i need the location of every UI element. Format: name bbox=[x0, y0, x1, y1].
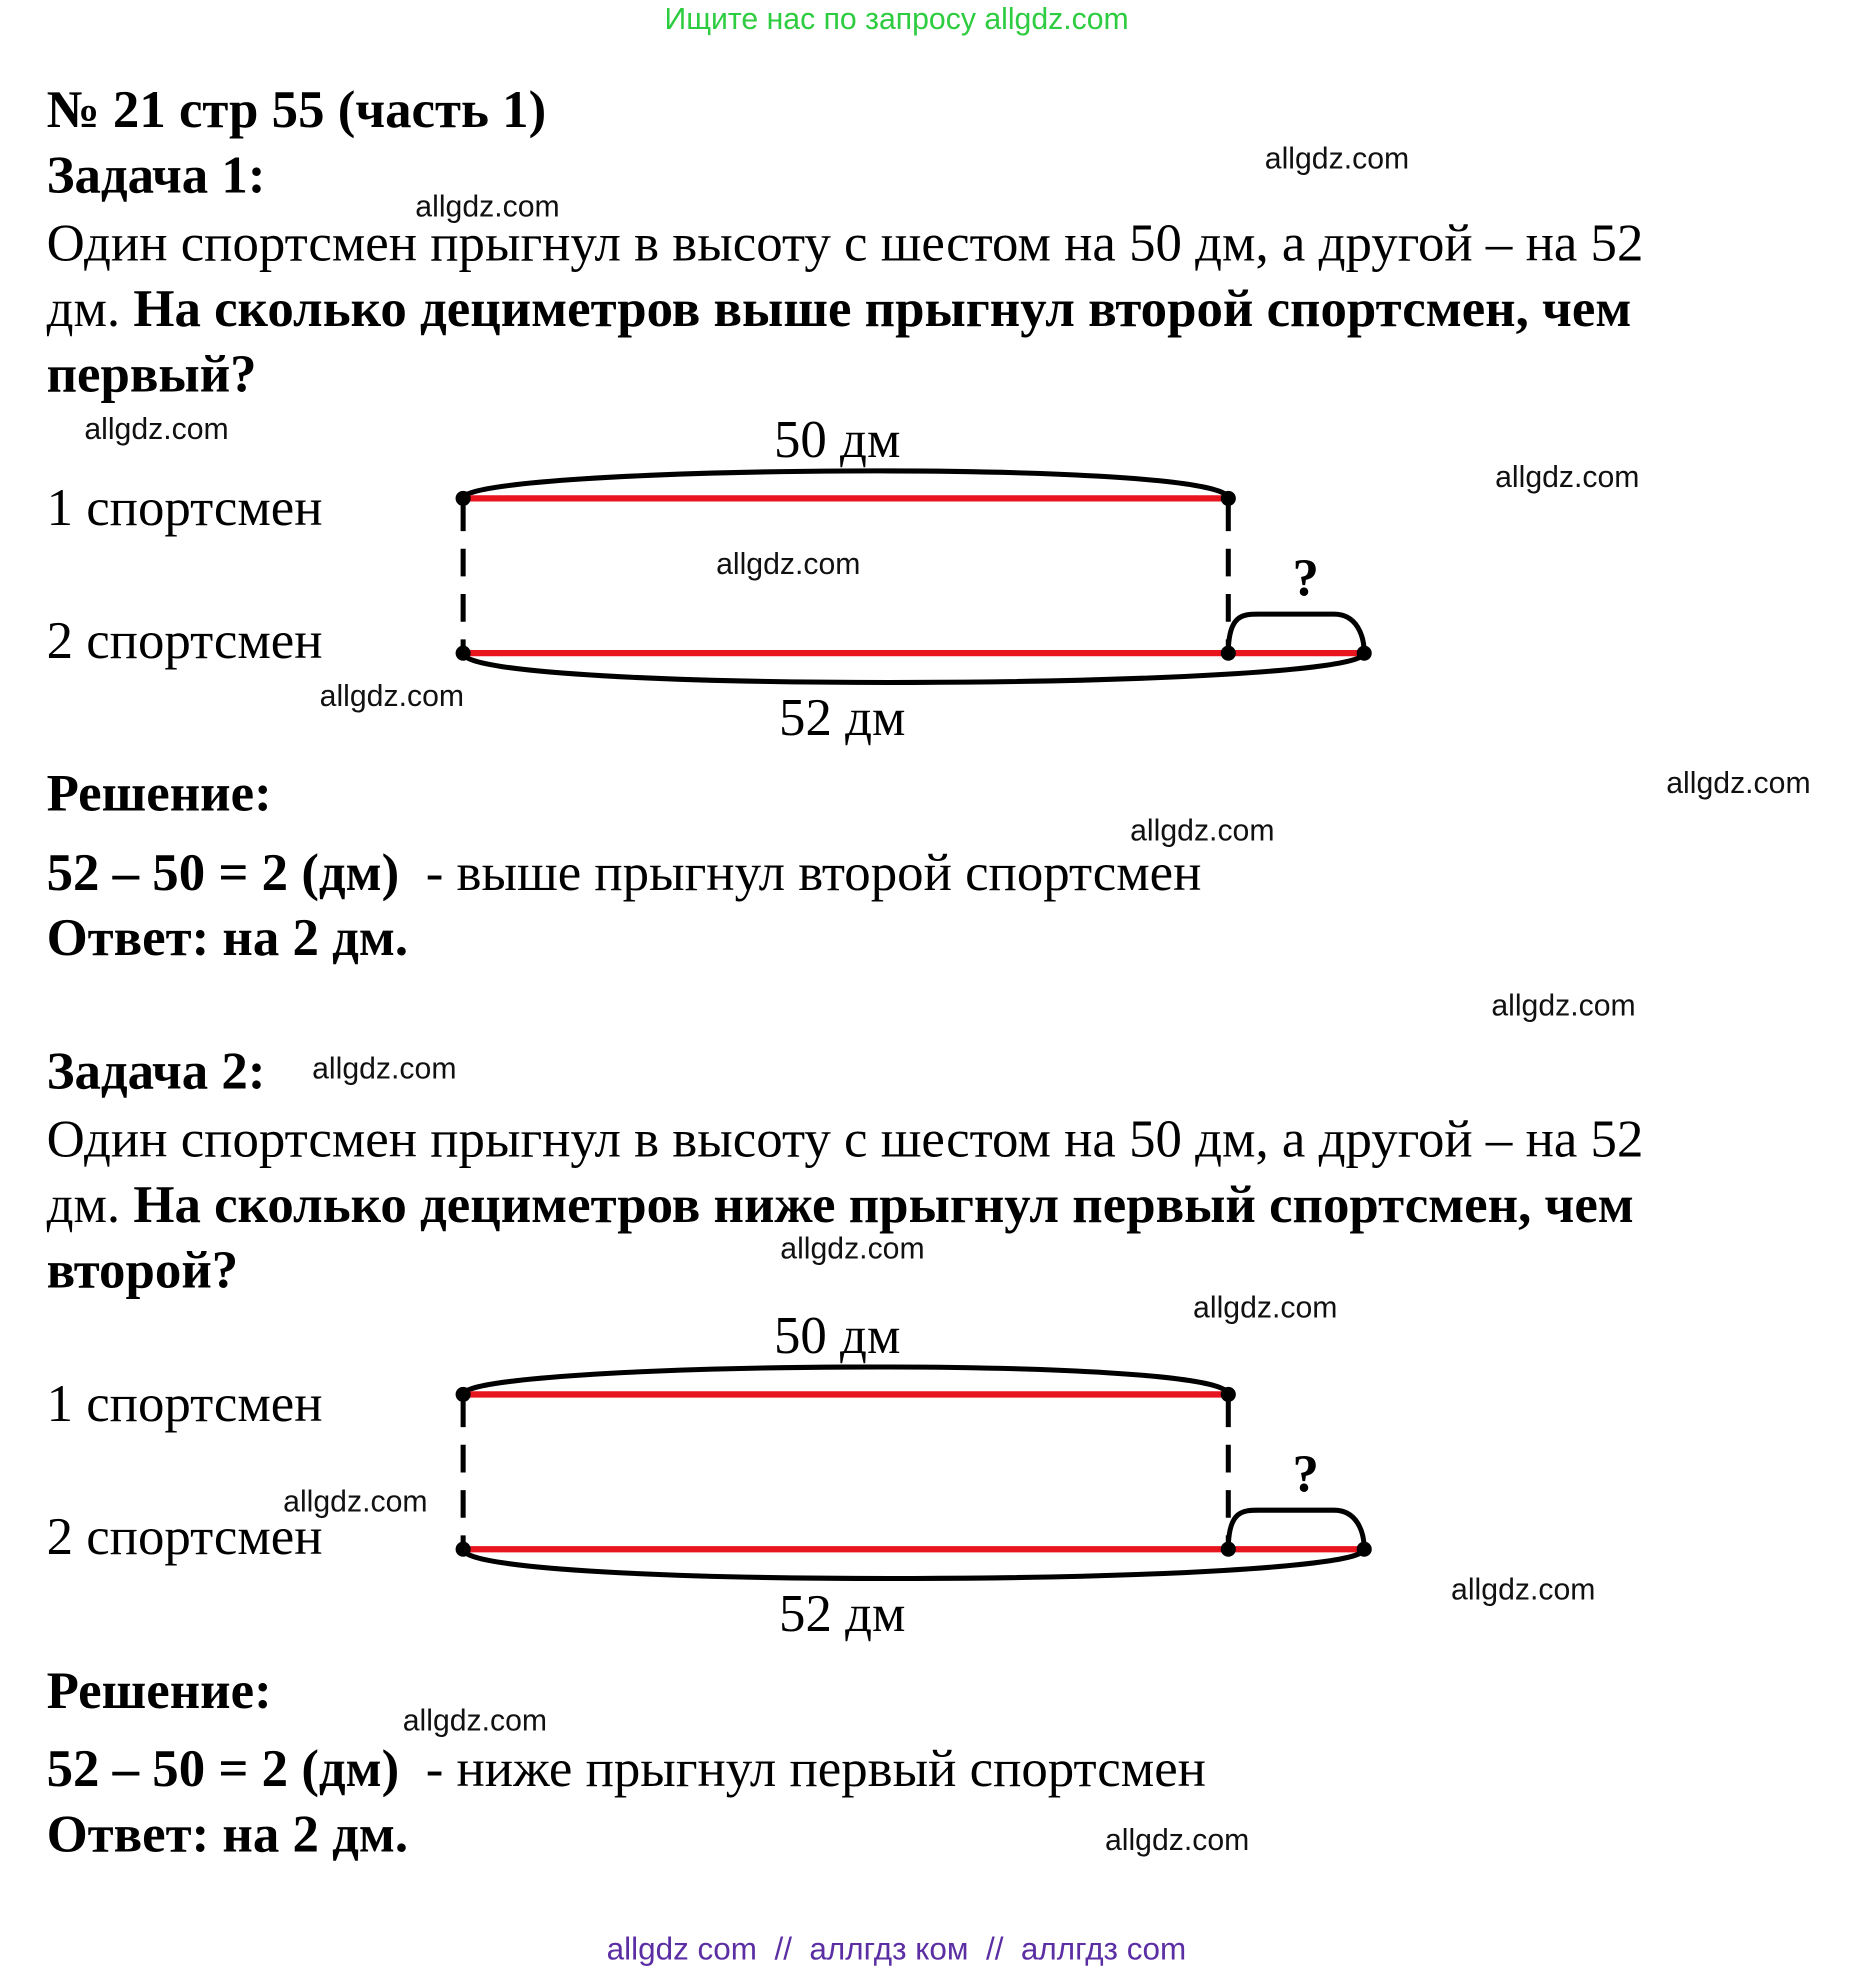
task2-equation: 52 – 50 = 2 (дм) bbox=[46, 1740, 400, 1799]
task1-equation: 52 – 50 = 2 (дм) bbox=[46, 844, 400, 903]
task2-question-end: второй? bbox=[46, 1242, 239, 1301]
watermark: allgdz.com bbox=[1451, 1573, 1596, 1608]
task1-unknown-mark: ? bbox=[1292, 549, 1319, 608]
watermark: allgdz.com bbox=[780, 1232, 925, 1267]
watermark: allgdz.com bbox=[1104, 1823, 1250, 1858]
watermark: allgdz.com bbox=[1130, 814, 1275, 849]
task2-heading: Задача 2: bbox=[46, 1043, 266, 1102]
task1-equation-note: - выше прыгнул второй спортсмен bbox=[425, 844, 1202, 903]
task2-unknown-mark: ? bbox=[1292, 1446, 1319, 1504]
task2-text-line1: Один спортсмен прыгнул в высоту с шестом на 50 дм, а другой – на 52 bbox=[46, 1111, 1644, 1170]
task2-point bbox=[456, 1542, 471, 1557]
task2-equation-note: - ниже прыгнул первый спортсмен bbox=[425, 1740, 1206, 1799]
task2-point bbox=[1357, 1542, 1372, 1557]
watermark: allgdz.com bbox=[84, 412, 229, 447]
task2-top-brace bbox=[463, 1367, 1228, 1394]
watermark: allgdz.com bbox=[415, 190, 560, 225]
watermark: allgdz.com bbox=[1264, 142, 1410, 177]
task1-bottom-measure: 52 дм bbox=[779, 689, 906, 748]
task2-solution-line bbox=[47, 1737, 1206, 1802]
task2-bottom-measure: 52 дм bbox=[779, 1585, 906, 1644]
task1-text-line1: Один спортсмен прыгнул в высоту с шестом на 50 дм, а другой – на 52 bbox=[46, 215, 1644, 274]
task2-solution-heading: Решение: bbox=[46, 1662, 272, 1721]
watermark: allgdz.com bbox=[1666, 766, 1811, 801]
task2-point bbox=[1221, 1387, 1236, 1402]
task2-point bbox=[1221, 1542, 1236, 1557]
watermark: allgdz.com bbox=[1491, 989, 1636, 1024]
task2-answer: Ответ: на 2 дм. bbox=[46, 1805, 409, 1864]
watermark: allgdz.com bbox=[716, 547, 861, 582]
task1-row1-label: 1 спортсмен bbox=[46, 479, 323, 538]
task2-difference-brace bbox=[1228, 1510, 1364, 1549]
task2-point bbox=[456, 1387, 471, 1402]
task1-question: На сколько дециметров выше прыгнул второй спортсмен, чем bbox=[133, 280, 1632, 339]
task2-top-measure: 50 дм bbox=[773, 1307, 901, 1366]
footer-links[interactable]: allgdz com // аллгдз ком // аллгдз com bbox=[606, 1931, 1187, 1968]
task1-row2-label: 2 спортсмен bbox=[46, 612, 323, 671]
watermark: allgdz.com bbox=[1495, 460, 1640, 495]
task1-line2-prefix: дм. bbox=[46, 280, 121, 339]
watermark: allgdz.com bbox=[1193, 1291, 1338, 1326]
task2-row2-label: 2 спортсмен bbox=[46, 1508, 323, 1567]
page-title: № 21 стр 55 (часть 1) bbox=[46, 81, 547, 140]
task1-top-measure: 50 дм bbox=[773, 411, 901, 470]
top-banner[interactable]: Ищите нас по запросу allgdz.com bbox=[664, 2, 1129, 37]
task2-line2-prefix: дм. bbox=[46, 1176, 121, 1235]
task2-question: На сколько дециметров ниже прыгнул первый спортсмен, чем bbox=[133, 1176, 1634, 1235]
task2-row1-label: 1 спортсмен bbox=[46, 1375, 323, 1434]
watermark: allgdz.com bbox=[402, 1704, 548, 1738]
task1-solution-heading: Решение: bbox=[46, 765, 272, 824]
task1-question-end: первый? bbox=[46, 346, 257, 404]
task1-answer: Ответ: на 2 дм. bbox=[46, 909, 409, 968]
task1-heading: Задача 1: bbox=[46, 147, 266, 206]
watermark: allgdz.com bbox=[283, 1485, 428, 1520]
watermark: allgdz.com bbox=[319, 679, 465, 714]
watermark: allgdz.com bbox=[312, 1052, 457, 1087]
